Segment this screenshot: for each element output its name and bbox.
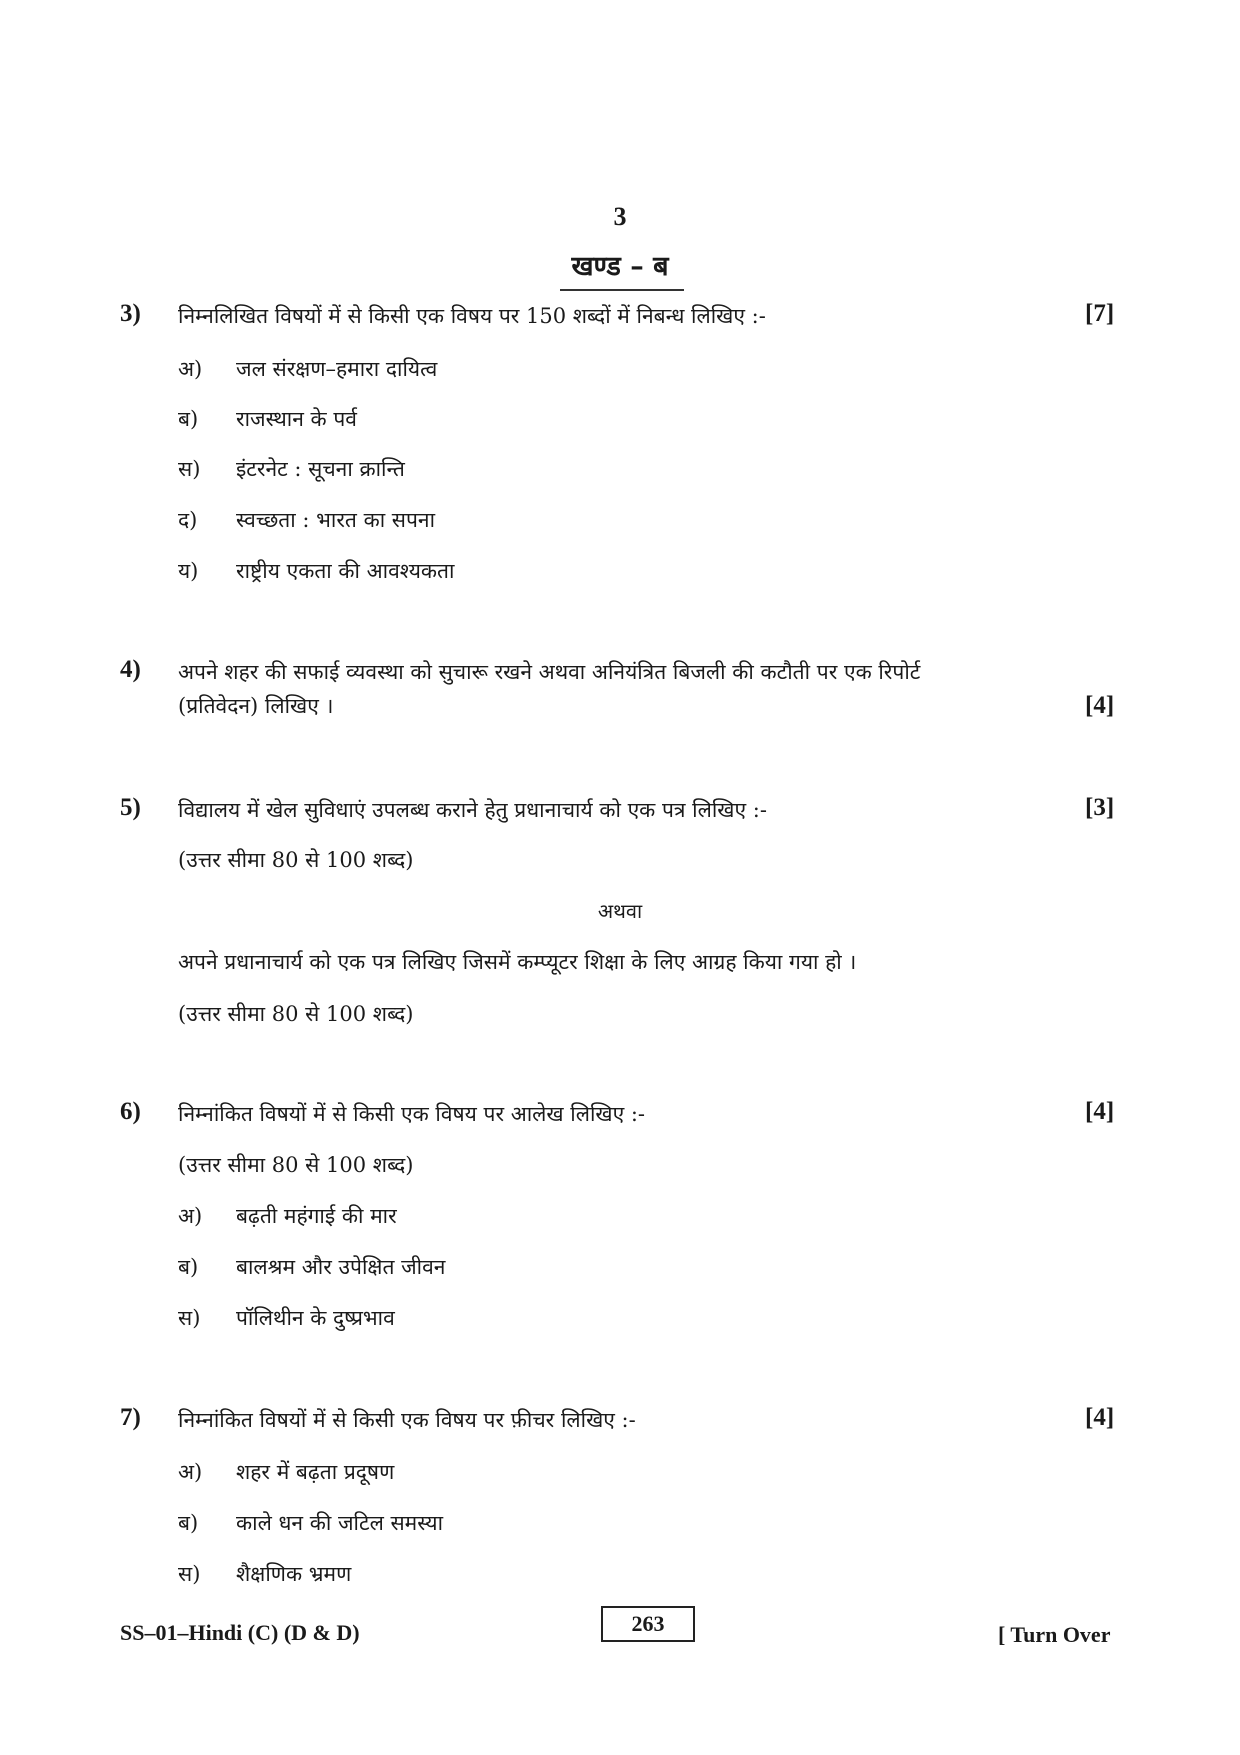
section-title: खण्ड – ब: [571, 251, 669, 282]
page-number: 3: [613, 202, 627, 231]
option-text: बालश्रम और उपेक्षित जीवन: [236, 1255, 446, 1279]
option-label: अ): [178, 1204, 203, 1228]
word-limit: (उत्तर सीमा 80 से 100 शब्द): [178, 848, 414, 872]
footer-page-box: 263: [601, 1606, 695, 1642]
footer-paper-code: SS–01–Hindi (C) (D & D): [120, 1620, 360, 1645]
option-text: शहर में बढ़ता प्रदूषण: [236, 1460, 395, 1484]
question-text-line-2: (प्रतिवेदन) लिखिए ।: [178, 694, 334, 718]
question-number: 7): [120, 1404, 141, 1431]
option-text: राजस्थान के पर्व: [236, 407, 357, 431]
option-label: य): [178, 559, 199, 583]
word-limit: (उत्तर सीमा 80 से 100 शब्द): [178, 1002, 414, 1026]
option-label: ब): [178, 407, 199, 431]
question-marks: [4]: [1085, 692, 1115, 719]
question-number: 4): [120, 656, 141, 683]
or-divider: अथवा: [597, 899, 643, 923]
option-label: ब): [178, 1255, 199, 1279]
option-label: स): [178, 1562, 201, 1586]
section-underline: [560, 289, 684, 291]
footer-turn-over: [ Turn Over: [998, 1622, 1111, 1647]
question-text: निम्नांकित विषयों में से किसी एक विषय पर फ़ीचर लिखिए :-: [178, 1408, 636, 1432]
option-text: स्वच्छता : भारत का सपना: [236, 508, 436, 532]
option-text: काले धन की जटिल समस्या: [236, 1511, 444, 1535]
option-label: अ): [178, 357, 203, 381]
question-marks: [7]: [1085, 300, 1115, 327]
question-number: 3): [120, 300, 141, 327]
option-text: राष्ट्रीय एकता की आवश्यकता: [236, 559, 455, 583]
question-text: निम्नलिखित विषयों में से किसी एक विषय पर 150 शब्दों में निबन्ध लिखिए :-: [178, 304, 766, 328]
option-label: स): [178, 457, 201, 481]
option-label: स): [178, 1306, 201, 1330]
question-marks: [3]: [1085, 794, 1115, 821]
option-text: बढ़ती महंगाई की मार: [236, 1204, 397, 1228]
question-text-line-1: अपने शहर की सफाई व्यवस्था को सुचारू रखने अथवा अनियंत्रित बिजली की कटौती पर एक रिपोर्ट: [178, 660, 921, 684]
question-number: 5): [120, 794, 141, 821]
option-text: जल संरक्षण–हमारा दायित्व: [236, 357, 438, 381]
option-text: पॉलिथीन के दुष्प्रभाव: [236, 1306, 395, 1330]
alternate-question-text: अपने प्रधानाचार्य को एक पत्र लिखिए जिसमें कम्प्यूटर शिक्षा के लिए आग्रह किया गया हो ।: [178, 950, 857, 974]
option-text: शैक्षणिक भ्रमण: [236, 1562, 352, 1586]
word-limit: (उत्तर सीमा 80 से 100 शब्द): [178, 1153, 414, 1177]
option-text: इंटरनेट : सूचना क्रान्ति: [236, 457, 405, 481]
question-marks: [4]: [1085, 1404, 1115, 1431]
question-text: विद्यालय में खेल सुविधाएं उपलब्ध कराने हेतु प्रधानाचार्य को एक पत्र लिखिए :-: [178, 798, 767, 822]
question-number: 6): [120, 1098, 141, 1125]
option-label: ब): [178, 1511, 199, 1535]
option-label: द): [178, 508, 198, 532]
question-text: निम्नांकित विषयों में से किसी एक विषय पर आलेख लिखिए :-: [178, 1102, 646, 1126]
question-marks: [4]: [1085, 1098, 1115, 1125]
option-label: अ): [178, 1460, 203, 1484]
